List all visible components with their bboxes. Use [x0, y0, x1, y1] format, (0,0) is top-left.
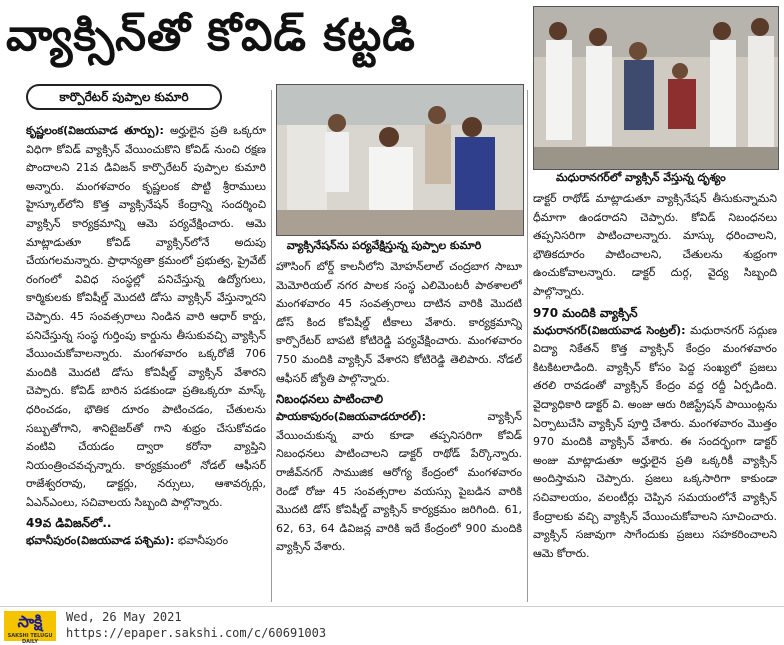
section-subhead-rules: నిబంధనలు పాటించాలి [276, 392, 383, 407]
article-column-1 [26, 122, 266, 606]
paragraph: వ్యాక్సిన్ వేయించుకున్న వారు కూడా తప్పనిసరిగా కోవిడ్ నిబంధనలు పాటించాలని డాక్టర్ రాథోడ్ పేర్కొన్నారు. రాజీవ్‌నగర్ సాముజిక ఆరోగ్య కేంద్రంలో మంగళవారం రెండో రోజు 45 సంవత్సరాల వయస్సు పైబడిన వారికి మొదటి డోస్ కోవిషీల్డ్ వ్యాక్సిన్ కార్యక్రమం జరిగింది. 61, 62, 63, 64 డివిజన్ల వారికి ఇదే కేంద్రంలో 900 మందికి వ్యాక్సిన్ వేశారు. [276, 410, 522, 554]
paragraph: డాక్టర్ రాథోడ్ మాట్లాడుతూ వ్యాక్సినేషన్ తీసుకున్నామని ధీమాగా ఉండరాదని చెప్పారు. కోవిడ్ నిబంధనలు తప్పనిసరిగా పాటించాలన్నారు. మాస్కు ధరించాలని, భౌతికదూరం పాటించాలని, చేతులను శుభ్రంగా ఉంచుకోవాలన్నారు. డాక్టర్ దుర్గ, వైద్య సిబ్బంది పాల్గొన్నారు. [533, 192, 777, 298]
publication-date: Wed, 26 May 2021 [66, 610, 182, 624]
article-column-2 [276, 258, 522, 606]
epaper-url[interactable]: https://epaper.sakshi.com/c/60691003 [66, 626, 327, 640]
paragraph: హౌసింగ్ బోర్డ్ కాలనీలోని మోహన్‌లాల్ చంద్రబాగ సాబూ మెమోరియల్ నగర పాలక సంస్థ ఎలిమెంటరీ పాఠశాలలో మంగళవారం 45 సంవత్సరాలు దాటిన వారికి మొదటి డోస్ కింద కోవిషీల్డ్ టీకాలు వేశారు. కార్యక్రమాన్ని కార్పొరేటర్ బాపటి కోటిరెడ్డి పర్యవేక్షించారు. మంగళవారం 750 మందికి వ్యాక్సిన్ వేశారని కోటిరెడ్డి తెలిపారు. నోడల్ ఆఫీసర్ జ్యోతి పాల్గొన్నారు. [276, 260, 522, 385]
column-divider [271, 90, 272, 602]
logo-subtext: SAKSHI TELUGU DAILY [7, 633, 53, 645]
column-divider [527, 90, 528, 602]
footer-meta [66, 609, 326, 641]
article-subhead: కార్పొరేటర్ పుప్పాల కుమారి [26, 84, 222, 110]
caption-left-photo: వ్యాక్సినేషన్‌ను పర్యవేక్షిస్తున్న పుప్పాల కుమారి [246, 238, 522, 254]
section-subhead-49-division: 49వ డివిజన్‌లో.. [26, 516, 112, 531]
epaper-footer [0, 606, 784, 645]
paragraph: భవానీపురం [177, 534, 229, 548]
section-subhead-970: 970 మందికి వ్యాక్సిన్ [533, 305, 638, 320]
paragraph: మధురానగర్ సద్గుణ విద్యా నికేతన్ కొత్త వ్యాక్సిన్ కేంద్రం మంగళవారం కిటకిటలాడింది. వ్యాక్సిన్ కోసం పెద్ద సంఖ్యలో ప్రజలు తరలి రావడంతో వ్యాక్సిన్ కేంద్రం వద్ద రద్దీ ఏర్పడింది. వైద్యాధికారి డాక్టర్ వి. అంజు ఆరు రిజిస్ట్రేషన్ పాయింట్లను ఏర్పాటుచేసి వ్యాక్సిన్ పూర్తి చేశారు. మంగళవారం మొత్తం 970 మందికి వ్యాక్సిన్ వేశారు. ఈ సందర్భంగా డాక్టర్ అంజు మాట్లాడుతూ అర్హులైన ప్రతి ఒక్కరికీ వ్యాక్సిన్ అందిస్తామని చెప్పారు. ప్రజలు ఒక్కసారిగా కాకుండా సచివాలయం, వలంటీర్లు చెప్పిన సమయంలోనే వ్యాక్సిన్ కేంద్రాలకు వచ్చి వ్యాక్సిన్ వేయించుకోవాలని సూచించారు. వ్యాక్సిన్ సజావుగా సాగేందుకు ప్రజలు సహకరించాలని ఆమె కోరారు. [533, 323, 777, 560]
paragraph: అర్హులైన ప్రతి ఒక్కరూ విధిగా కోవిడ్ వ్యాక్సిన్ వేయించుకొని కోవిడ్ నుంచి రక్షణ పొందాలని 21వ డివిజన్ కార్పొరేటర్ పుప్పాల కుమారి అన్నారు. మంగళవారం కృష్ణలంక పొట్టి శ్రీరాములు హైస్కూల్‌లోని కొత్త వ్యాక్సినేషన్ కేంద్రాన్ని సందర్శించి వ్యాక్సిన్ కార్యక్రమాన్ని ఆమె పర్యవేక్షించారు. ఆమె మాట్లాడుతూ కోవిడ్ వ్యాక్సిన్‌లోనే అదుపు చేయగలమన్నారు. ప్రాధాన్యతా క్రమంలో ప్రభుత్వ, ప్రైవేట్ రంగంలో వివిధ సంస్థల్లో పనిచేస్తున్న ఉద్యోగులు, కార్మికులకు కోవిషీల్డ్ మొదటి డోసు వ్యాక్సిన్ వేస్తున్నారని చెప్పారు. 45 సంవత్సరాలు నిండిన వారి ఆధార్ కార్డు, పనిచేస్తున్న సంస్థ గుర్తింపు కార్డును తీసుకువచ్చి వ్యాక్సిన్ వేయించుకోవాలన్నారు. మంగళవారం ఒక్కరోజే 706 మందికి మొదటి డోసు కోవిషీల్డ్ వ్యాక్సిన్ వేశారని చెప్పారు. కోవిడ్ బారిన పడకుండా ప్రతిఒక్కరూ మాస్క్ ధరించడం, భౌతిక దూరం పాటించడం, చేతులను సబ్బుతోగాని, శానిటైజర్‌తో గాని శుభ్రం చేసుకోవడం వంటివి చేయడం ద్వారా కరోనా వ్యాప్తిని నియంత్రించవచ్చన్నారు. కార్యక్రమంలో నోడల్ ఆఫీసర్ రాజేశ్వరరావు, డాక్టర్లు, నర్సులు, ఆశావర్కర్లు, ఏఎన్ఎంలు, సచివాలయ సిబ్బంది పాల్గొన్నారు. [26, 124, 266, 509]
dateline-krishnalanka: కృష్ణలంక(విజయవాడ తూర్పు): [26, 124, 164, 137]
caption-right-photo: మధురానగర్‌లో వ్యాక్సిన్ వేస్తున్న దృశ్యం [556, 170, 762, 186]
sakshi-logo[interactable] [4, 611, 56, 645]
logo-text: సాక్షి [17, 612, 43, 631]
photo-madhuranagar-vaccination [533, 6, 779, 170]
article-headline: వ్యాక్సిన్‌తో కోవిడ్ కట్టడి [6, 10, 416, 61]
dateline-bhavanipuram: భవానీపురం(విజయవాడ పశ్చిమ): [26, 534, 175, 548]
dateline-madhuranagar: మధురానగర్(విజయవాడ సెంట్రల్): [533, 323, 686, 337]
article-column-3 [533, 190, 777, 606]
photo-vaccination-supervision [276, 84, 524, 236]
dateline-payakapuram: పాయకాపురం(విజయవాడరూరల్): [276, 410, 427, 424]
